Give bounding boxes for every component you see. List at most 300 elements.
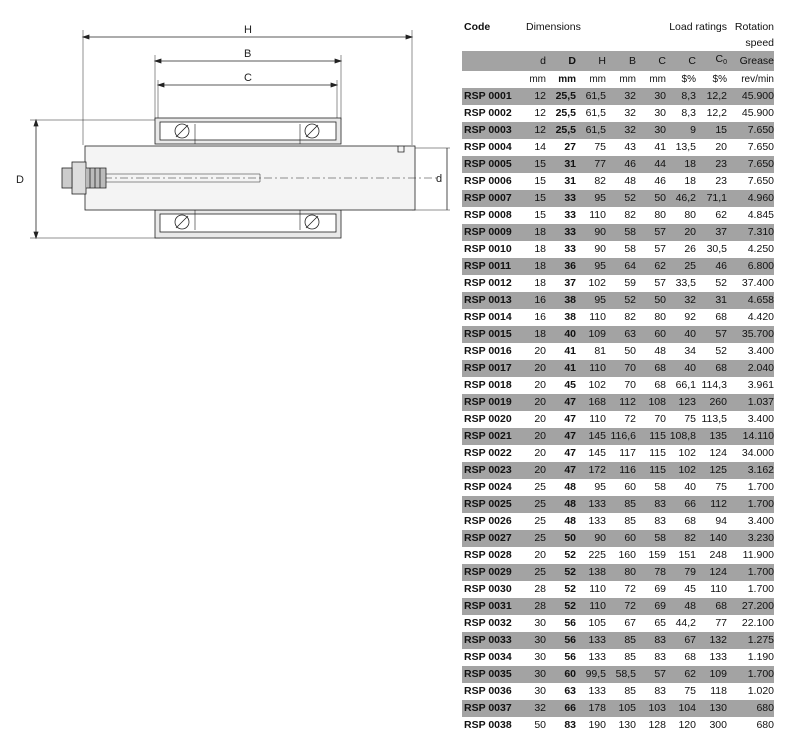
cell-code: RSP 0023	[462, 462, 524, 479]
cell-d: 14	[534, 141, 546, 153]
table-row	[462, 343, 774, 360]
cell-rpm: 2.040	[727, 360, 774, 377]
cell-cd: 67	[666, 632, 696, 649]
cell-code: RSP 0001	[462, 88, 524, 105]
cell-d: 33	[546, 224, 576, 241]
header-load-ratings: Load ratings	[669, 21, 727, 33]
cell-c0: 68	[696, 598, 727, 615]
cell-rpm: 4.658	[727, 292, 774, 309]
cell-code: RSP 0007	[462, 190, 524, 207]
cell-h: 133	[576, 496, 606, 513]
cell-b: 50	[624, 345, 636, 357]
cell-b: 117	[619, 447, 636, 459]
cell-c: 83	[654, 651, 666, 663]
cell-cd: 33,5	[675, 277, 696, 289]
cell-code: RSP 0008	[464, 209, 512, 221]
cell-rpm: 1.700	[727, 564, 774, 581]
cell-d: 28	[534, 583, 546, 595]
cell-b: 112	[606, 394, 636, 411]
cell-d: 12	[524, 88, 546, 105]
cell-d: 56	[564, 651, 576, 663]
cell-c0: 110	[710, 583, 727, 595]
cell-rpm: 7.650	[727, 122, 774, 139]
cell-d: 31	[564, 175, 576, 187]
cell-code: RSP 0034	[464, 651, 512, 663]
col-D: D	[546, 51, 576, 71]
cell-rpm: 3.400	[747, 345, 774, 357]
cell-d: 30	[524, 666, 546, 683]
cell-rpm: 1.037	[727, 394, 774, 411]
cell-h: 95	[594, 481, 606, 493]
cell-c0: 68	[715, 311, 727, 323]
cell-cd: 26	[684, 243, 696, 255]
cell-d: 56	[564, 617, 576, 629]
cell-d: 20	[534, 345, 546, 357]
cell-b: 59	[624, 277, 636, 289]
dimension-label-B: B	[244, 48, 252, 60]
cell-d: 15	[534, 209, 546, 221]
cell-c0: 12,2	[706, 107, 727, 119]
cell-c0: 135	[696, 428, 727, 445]
cell-b: 82	[624, 311, 636, 323]
table-row	[462, 275, 774, 292]
cell-cd: 8,3	[681, 107, 696, 119]
table-row	[462, 292, 774, 309]
cell-c: 83	[654, 515, 666, 527]
cell-c0: 30,5	[706, 243, 727, 255]
cell-c: 83	[636, 496, 666, 513]
cell-h: 95	[576, 258, 606, 275]
cell-rpm: 6.800	[727, 258, 774, 275]
cell-cd: 151	[678, 549, 696, 561]
cell-cd: 102	[666, 462, 696, 479]
table-row	[462, 717, 774, 734]
cell-d: 12	[534, 107, 546, 119]
table-row	[462, 122, 774, 139]
cell-c: 57	[636, 224, 666, 241]
cell-cd: 75	[684, 413, 696, 425]
col-H: H	[576, 51, 606, 71]
cell-d: 60	[546, 666, 576, 683]
cell-d: 50	[534, 719, 546, 731]
cell-h: 110	[589, 209, 606, 221]
cell-c: 57	[654, 243, 666, 255]
cell-cd: 92	[684, 311, 696, 323]
cell-b: 64	[606, 258, 636, 275]
cell-d: 20	[524, 394, 546, 411]
cell-d: 47	[546, 428, 576, 445]
cell-code: RSP 0005	[462, 156, 524, 173]
cell-h: 81	[594, 345, 606, 357]
cell-cd: 102	[678, 447, 696, 459]
table-row	[462, 462, 774, 479]
cell-c0: 12,2	[696, 88, 727, 105]
cell-d: 25,5	[546, 88, 576, 105]
cell-cd: 75	[684, 685, 696, 697]
cell-c: 57	[654, 277, 666, 289]
cell-c: 103	[636, 700, 666, 717]
cell-cd: 68	[684, 651, 696, 663]
cell-d: 15	[524, 156, 546, 173]
cell-c0: 300	[709, 719, 727, 731]
cell-c0: 52	[715, 345, 727, 357]
table-row	[462, 173, 774, 190]
cell-b: 85	[624, 515, 636, 527]
table-row	[462, 547, 774, 564]
cell-b: 72	[606, 598, 636, 615]
cell-d: 47	[546, 394, 576, 411]
cell-rpm: 680	[756, 719, 774, 731]
col-C-dynamic: C	[666, 51, 696, 71]
cell-d: 16	[524, 292, 546, 309]
cell-code: RSP 0017	[462, 360, 524, 377]
table-row	[462, 683, 774, 700]
cell-d: 20	[524, 462, 546, 479]
cell-c: 78	[636, 564, 666, 581]
cell-cd: 40	[684, 481, 696, 493]
cell-rpm: 27.200	[727, 598, 774, 615]
cell-code: RSP 0004	[464, 141, 512, 153]
cell-d: 83	[564, 719, 576, 731]
col-B: B	[606, 51, 636, 71]
cell-cd: 34	[684, 345, 696, 357]
cell-d: 30	[534, 617, 546, 629]
cell-d: 27	[564, 141, 576, 153]
cell-cd: 104	[666, 700, 696, 717]
cell-c: 58	[654, 481, 666, 493]
dimension-label-D: D	[16, 174, 24, 186]
cell-rpm: 1.700	[727, 666, 774, 683]
cell-c0: 75	[715, 481, 727, 493]
table-row	[462, 377, 774, 394]
cell-h: 133	[588, 651, 606, 663]
cell-b: 85	[606, 496, 636, 513]
table-row	[462, 156, 774, 173]
cell-d: 30	[524, 632, 546, 649]
cell-d: 33	[546, 190, 576, 207]
table-row	[462, 700, 774, 717]
cell-d: 37	[564, 277, 576, 289]
cell-h: 90	[576, 224, 606, 241]
cell-b: 85	[606, 632, 636, 649]
cell-b: 52	[606, 190, 636, 207]
cell-b: 70	[606, 360, 636, 377]
cell-c0: 31	[696, 292, 727, 309]
table-row	[462, 224, 774, 241]
cell-c0: 23	[715, 175, 727, 187]
cell-rpm: 3.230	[727, 530, 774, 547]
table-row	[462, 139, 774, 156]
cell-b: 46	[606, 156, 636, 173]
cell-c: 48	[654, 345, 666, 357]
cell-b: 60	[624, 481, 636, 493]
cell-b: 130	[618, 719, 636, 731]
cell-b: 116	[606, 462, 636, 479]
cell-c0: 114,3	[701, 379, 727, 391]
cell-d: 38	[564, 311, 576, 323]
cell-rpm: 35.700	[727, 326, 774, 343]
cell-c: 115	[649, 447, 666, 459]
cell-c: 30	[636, 122, 666, 139]
cell-rpm: 7.310	[727, 224, 774, 241]
cell-code: RSP 0021	[462, 428, 524, 445]
cell-rpm: 1.700	[747, 481, 774, 493]
cell-d: 25	[524, 530, 546, 547]
cell-h: 110	[576, 598, 606, 615]
table-row	[462, 309, 774, 326]
cell-h: 75	[594, 141, 606, 153]
cell-c0: 248	[709, 549, 727, 561]
cell-code: RSP 0010	[464, 243, 512, 255]
cell-c0: 46	[696, 258, 727, 275]
cell-rpm: 22.100	[741, 617, 774, 629]
dimension-label-H: H	[244, 24, 252, 36]
cell-rpm: 680	[727, 700, 774, 717]
cell-cd: 120	[678, 719, 696, 731]
cell-code: RSP 0011	[462, 258, 524, 275]
cell-cd: 40	[666, 360, 696, 377]
cell-rpm: 1.700	[727, 496, 774, 513]
table-row	[462, 411, 774, 428]
table-row	[462, 88, 774, 105]
cell-h: 95	[576, 190, 606, 207]
cell-d: 52	[564, 583, 576, 595]
table-row	[462, 615, 774, 632]
cell-c0: 37	[696, 224, 727, 241]
cell-d: 41	[564, 345, 576, 357]
cell-code: RSP 0031	[462, 598, 524, 615]
cell-code: RSP 0030	[464, 583, 512, 595]
cell-c0: 133	[709, 651, 727, 663]
cell-c: 68	[654, 379, 666, 391]
cell-h: 168	[576, 394, 606, 411]
cell-cd: 40	[666, 326, 696, 343]
cell-c: 44	[636, 156, 666, 173]
cell-code: RSP 0019	[462, 394, 524, 411]
cell-d: 50	[546, 530, 576, 547]
cell-rpm: 1.275	[727, 632, 774, 649]
cell-c: 30	[636, 88, 666, 105]
cell-c0: 62	[715, 209, 727, 221]
cell-cd: 79	[666, 564, 696, 581]
unit-B: mm	[619, 74, 636, 85]
cell-d: 20	[534, 379, 546, 391]
col-C0: $C_0$	[696, 51, 727, 71]
cell-c0: 260	[696, 394, 727, 411]
cell-rpm: 3.400	[747, 413, 774, 425]
cell-d: 47	[564, 447, 576, 459]
cell-c: 46	[654, 175, 666, 187]
cell-cd: 108,8	[666, 428, 696, 445]
cell-rpm: 7.650	[747, 175, 774, 187]
cell-b: 82	[624, 209, 636, 221]
cell-d: 63	[564, 685, 576, 697]
cell-code: RSP 0027	[462, 530, 524, 547]
cell-d: 16	[534, 311, 546, 323]
cell-d: 15	[524, 190, 546, 207]
cell-c0: 52	[715, 277, 727, 289]
cell-c: 128	[648, 719, 666, 731]
cell-b: 48	[624, 175, 636, 187]
cell-code: RSP 0035	[462, 666, 524, 683]
cell-c0: 94	[715, 515, 727, 527]
header-dimensions: Dimensions	[526, 21, 581, 33]
cell-d: 66	[546, 700, 576, 717]
cell-c0: 112	[696, 496, 727, 513]
unit-H: mm	[589, 74, 606, 85]
cell-d: 47	[564, 413, 576, 425]
header-code: Code	[464, 21, 491, 33]
cell-c: 62	[636, 258, 666, 275]
table-row	[462, 394, 774, 411]
cell-code: RSP 0014	[464, 311, 512, 323]
cell-code: RSP 0028	[464, 549, 512, 561]
unit-d: mm	[529, 74, 546, 85]
cell-d: 25	[534, 515, 546, 527]
cell-cd: 66,1	[675, 379, 696, 391]
cell-h: 172	[576, 462, 606, 479]
cell-c0: 68	[696, 360, 727, 377]
cell-c0: 109	[696, 666, 727, 683]
cell-d: 25	[524, 564, 546, 581]
cell-cd: 45	[684, 583, 696, 595]
cell-cd: 8,3	[666, 88, 696, 105]
table-row	[462, 530, 774, 547]
cell-b: 58	[606, 224, 636, 241]
cell-cd: 68	[684, 515, 696, 527]
cell-code: RSP 0024	[464, 481, 512, 493]
cell-b: 52	[606, 292, 636, 309]
cell-c0: 20	[715, 141, 727, 153]
cell-code: RSP 0013	[462, 292, 524, 309]
cell-h: 99,5	[576, 666, 606, 683]
cell-b: 72	[624, 413, 636, 425]
unit-C-dynamic: $%	[681, 74, 696, 85]
cell-b: 32	[606, 88, 636, 105]
cell-c0: 140	[696, 530, 727, 547]
cell-code: RSP 0029	[462, 564, 524, 581]
cell-b: 85	[624, 651, 636, 663]
cell-c: 58	[636, 530, 666, 547]
cell-rpm: 11.900	[742, 549, 774, 561]
cell-code: RSP 0038	[464, 719, 512, 731]
cell-h: 190	[588, 719, 606, 731]
cell-h: 110	[576, 360, 606, 377]
cell-cd: 18	[684, 175, 696, 187]
cell-d: 20	[534, 549, 546, 561]
cell-h: 145	[576, 428, 606, 445]
header-speed: speed	[745, 37, 774, 49]
header-rotation: Rotation	[734, 21, 774, 33]
cell-rpm: 4.845	[747, 209, 774, 221]
cell-d: 18	[524, 258, 546, 275]
table-row	[462, 190, 774, 207]
cell-b: 58,5	[606, 666, 636, 683]
bearing-technical-drawing	[0, 0, 450, 260]
cell-b: 32	[624, 107, 636, 119]
cell-cd: 48	[666, 598, 696, 615]
cell-h: 110	[589, 311, 606, 323]
table-row	[462, 428, 774, 445]
cell-d: 30	[534, 685, 546, 697]
cell-rpm: 4.420	[747, 311, 774, 323]
cell-d: 45	[564, 379, 576, 391]
cell-c0: 15	[696, 122, 727, 139]
cell-c: 80	[654, 311, 666, 323]
cell-code: RSP 0033	[462, 632, 524, 649]
cell-h: 61,5	[576, 88, 606, 105]
table-row	[462, 326, 774, 343]
cell-h: 77	[576, 156, 606, 173]
cell-code: RSP 0016	[464, 345, 512, 357]
unit-speed: rev/min	[741, 74, 774, 85]
cell-code: RSP 0015	[462, 326, 524, 343]
cell-rpm: 3.162	[727, 462, 774, 479]
cell-d: 36	[546, 258, 576, 275]
cell-rpm: 1.020	[747, 685, 774, 697]
cell-c: 68	[636, 360, 666, 377]
table-row	[462, 581, 774, 598]
cell-rpm: 4.250	[747, 243, 774, 255]
cell-rpm: 7.650	[727, 156, 774, 173]
cell-rpm: 3.961	[747, 379, 774, 391]
unit-C0: $%	[712, 74, 727, 85]
cell-d: 18	[524, 224, 546, 241]
cell-d: 20	[534, 447, 546, 459]
cell-h: 102	[588, 379, 606, 391]
cell-cd: 80	[684, 209, 696, 221]
cell-c0: 125	[696, 462, 727, 479]
cell-c0: 132	[696, 632, 727, 649]
cell-rpm: 37.400	[741, 277, 774, 289]
table-row	[462, 105, 774, 122]
col-d: d	[524, 51, 546, 71]
cell-b: 72	[624, 583, 636, 595]
table-row	[462, 241, 774, 258]
cell-c: 115	[636, 462, 666, 479]
cell-c: 80	[654, 209, 666, 221]
cell-cd: 9	[666, 122, 696, 139]
table-row	[462, 360, 774, 377]
cell-h: 110	[589, 583, 606, 595]
cell-c: 69	[636, 598, 666, 615]
cell-c: 50	[636, 190, 666, 207]
cell-d: 52	[546, 598, 576, 615]
cell-b: 67	[624, 617, 636, 629]
cell-cd: 20	[666, 224, 696, 241]
cell-c0: 113,5	[701, 413, 727, 425]
cell-h: 133	[588, 685, 606, 697]
cell-b: 116,6	[606, 428, 636, 445]
cell-h: 82	[594, 175, 606, 187]
cell-h: 109	[576, 326, 606, 343]
cell-d: 48	[564, 481, 576, 493]
cell-h: 105	[588, 617, 606, 629]
cell-d: 18	[534, 277, 546, 289]
cell-rpm: 7.650	[747, 141, 774, 153]
cell-d: 18	[524, 326, 546, 343]
cell-d: 40	[546, 326, 576, 343]
cell-code: RSP 0020	[464, 413, 512, 425]
cell-code: RSP 0006	[464, 175, 512, 187]
cell-d: 18	[534, 243, 546, 255]
cell-h: 133	[588, 515, 606, 527]
cell-h: 61,5	[576, 122, 606, 139]
cell-h: 110	[589, 413, 606, 425]
cell-code: RSP 0022	[464, 447, 512, 459]
cell-d: 31	[546, 156, 576, 173]
cell-c0: 77	[715, 617, 727, 629]
